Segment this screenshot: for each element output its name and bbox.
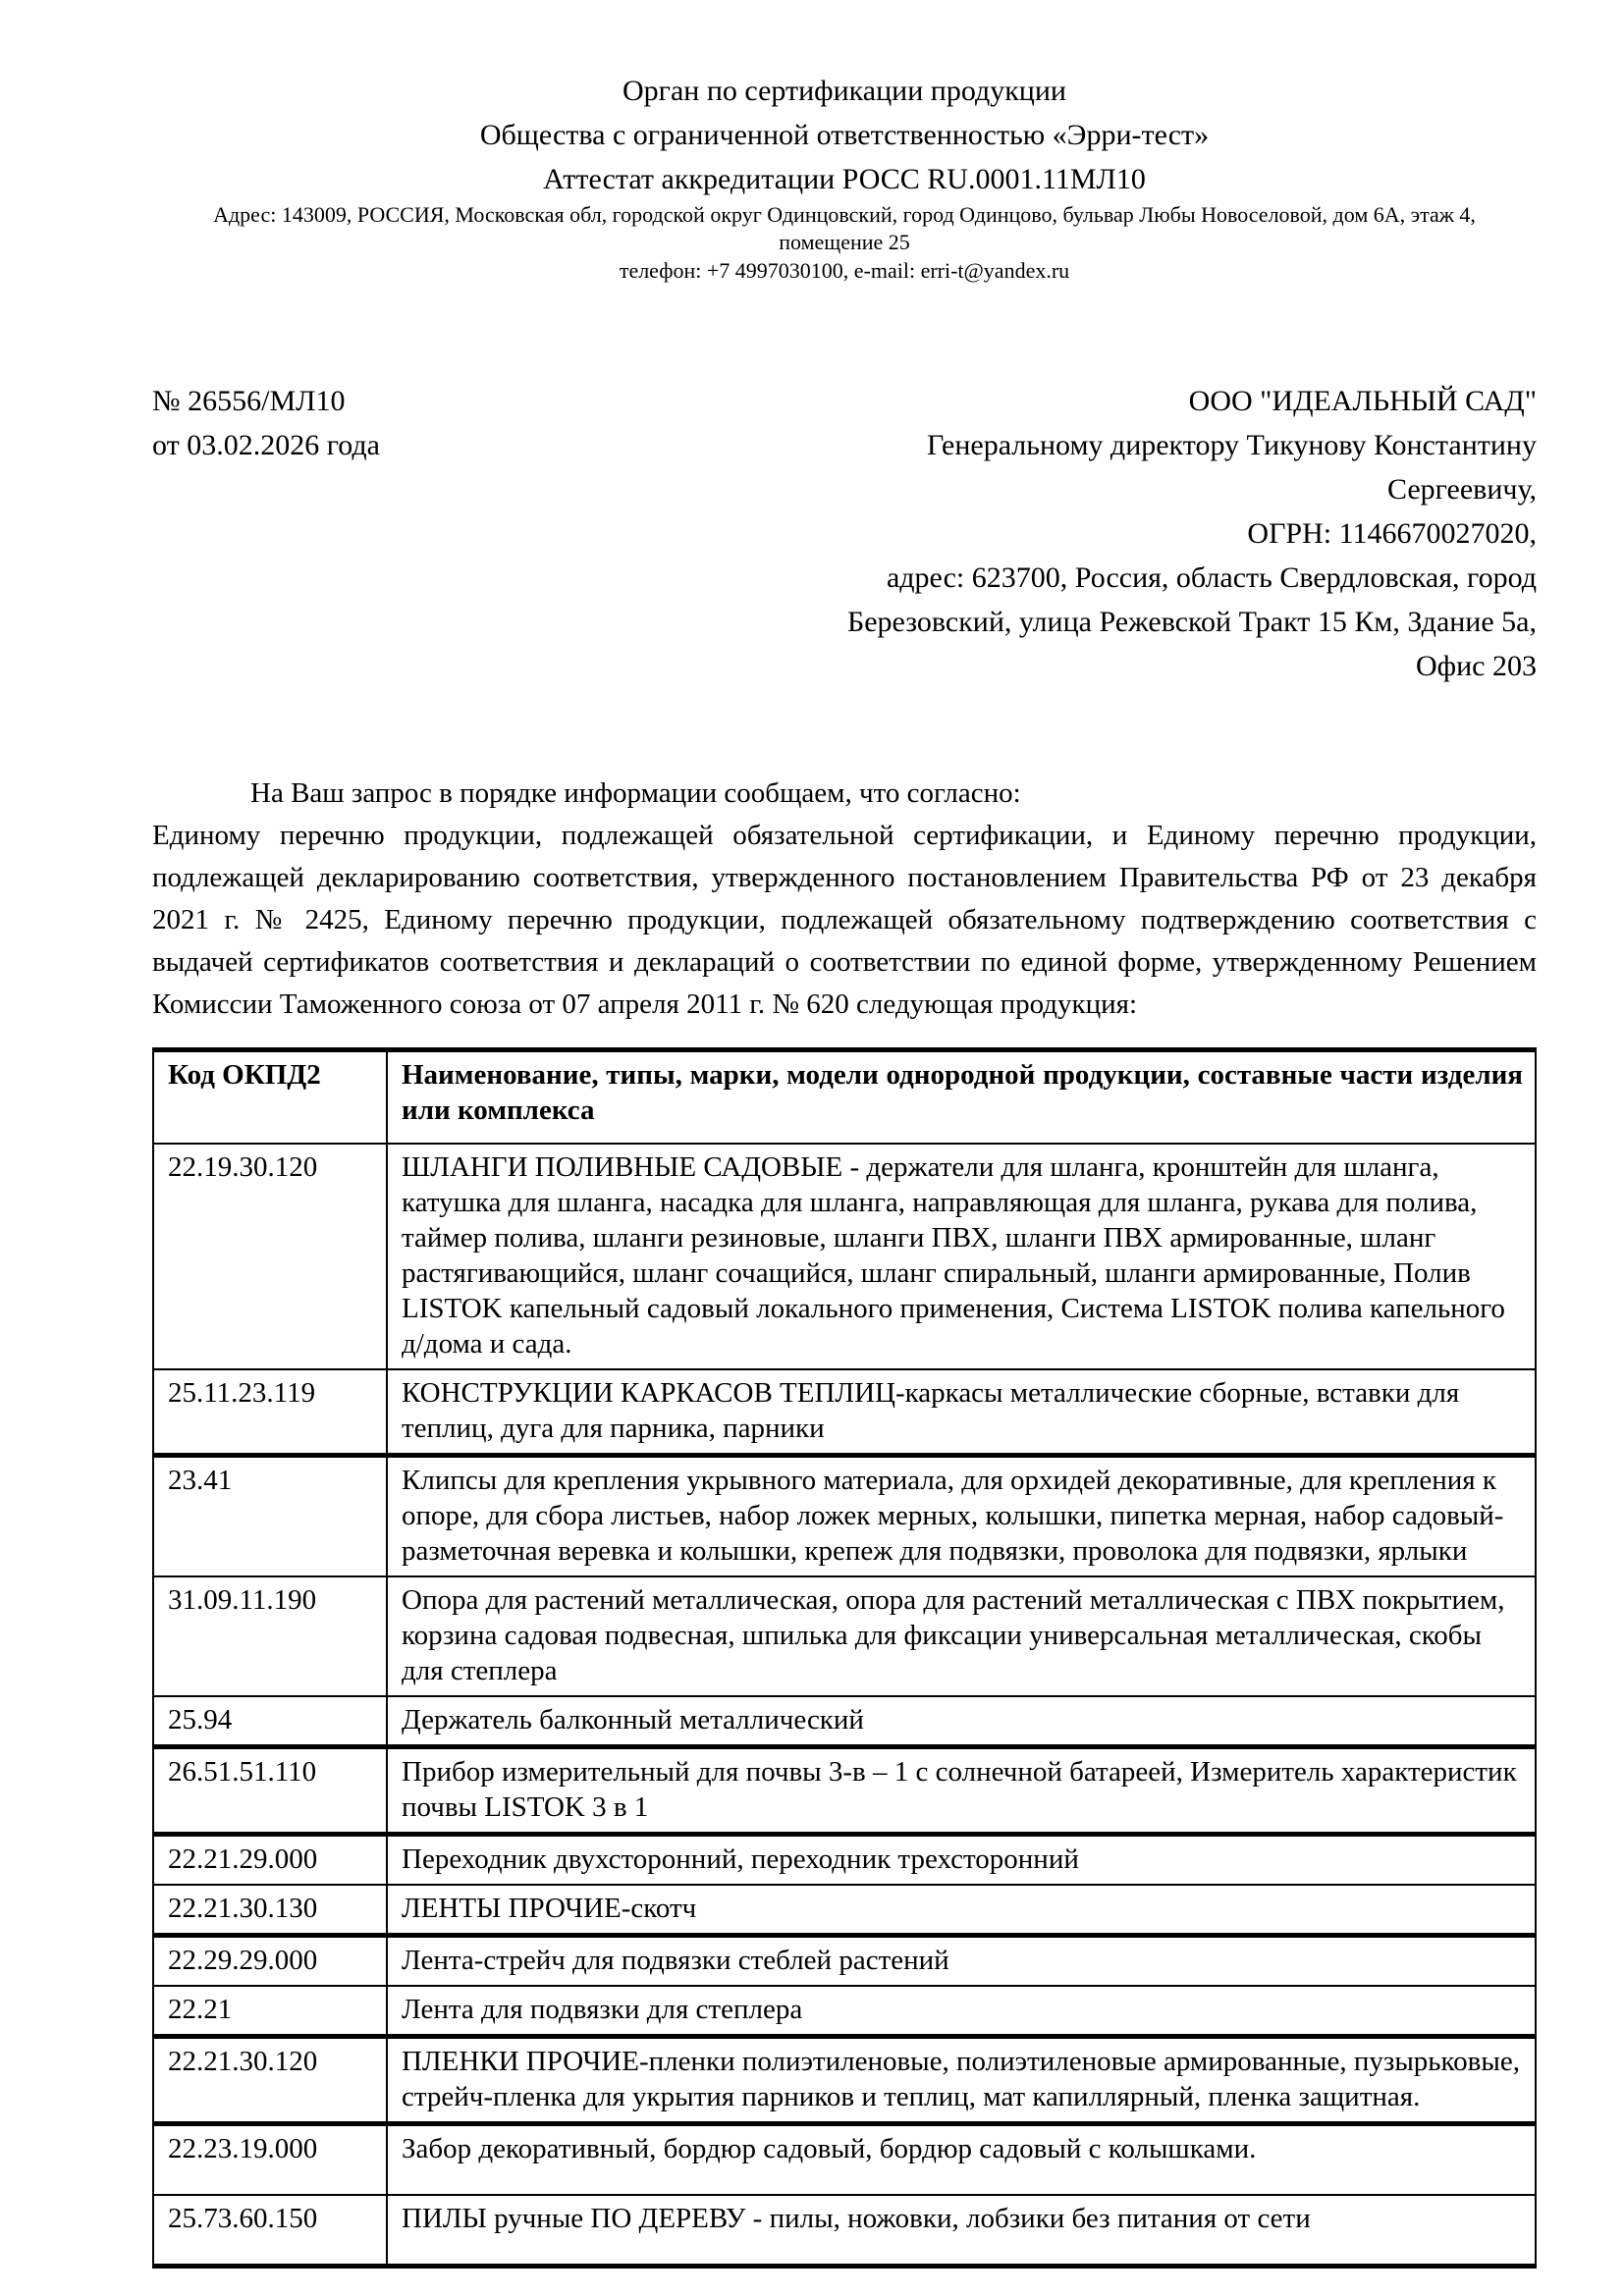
table-header-row bbox=[153, 1050, 1536, 1145]
org-title-line-2: Общества с ограниченной ответственностью «Эрри-тест» bbox=[479, 119, 1210, 151]
row-product-name: ПЛЕНКИ ПРОЧИЕ-пленки полиэтиленовые, полиэтиленовые армированные, пузырьковые, стрейч-пленка для укрытия парников и теплиц, мат капиллярный, пленка защитная. bbox=[387, 2037, 1536, 2124]
row-okpd2-code: 25.11.23.119 bbox=[153, 1369, 387, 1456]
row-product-name: Забор декоративный, бордюр садовый, бордюр садовый с колышками. bbox=[387, 2124, 1536, 2196]
table-header-code: Код ОКПД2 bbox=[153, 1050, 387, 1145]
org-address bbox=[152, 201, 1537, 256]
org-title-line-3: Аттестат аккредитации РОСС RU.0001.11МЛ10 bbox=[543, 163, 1146, 195]
row-product-name: КОНСТРУКЦИИ КАРКАСОВ ТЕПЛИЦ-каркасы металлические сборные, вставки для теплиц, дуга для парника, парники bbox=[387, 1369, 1536, 1456]
org-contacts: телефон: +7 4997030100, e-mail: erri-t@yandex.ru bbox=[619, 258, 1070, 283]
row-okpd2-code: 22.19.30.120 bbox=[153, 1144, 387, 1369]
body-paragraph: Единому перечню продукции, подлежащей обязательной сертификации, и Единому перечню продукции, подлежащей декларированию соответствия, утвержденного постановлением Правительства РФ от 23 декабря 2021 г. № 2425, Единому перечню продукции, подлежащей обязательному подтверждению соответствия с выдачей сертификатов соответствия и деклараций о соответствии по единой форме, утвержденному Решением Комиссии Таможенного союза от 07 апреля 2011 г. № 620 следующая продукция: bbox=[152, 820, 1537, 1020]
row-okpd2-code: 22.21 bbox=[153, 1986, 387, 2037]
products-table bbox=[152, 1047, 1537, 2269]
org-address-line: помещение 25 bbox=[779, 230, 910, 254]
table-row bbox=[153, 1369, 1536, 1456]
letter-info-row bbox=[152, 379, 1537, 688]
org-title-line-1: Орган по сертификации продукции bbox=[623, 75, 1066, 107]
recipient-line: Сергеевичу, bbox=[1386, 473, 1537, 506]
row-product-name: Клипсы для крепления укрывного материала, для орхидей декоративные, для крепления к опоре, для сбора листьев, набор ложек мерных, колышки, пипетка мерная, набор садовый-разметочная веревка и колышки, крепеж для подвязки, проволока для подвязки, ярлыки bbox=[387, 1456, 1536, 1577]
row-product-name: ЛЕНТЫ ПРОЧИЕ-скотч bbox=[387, 1885, 1536, 1936]
row-okpd2-code: 25.94 bbox=[153, 1696, 387, 1747]
table-row bbox=[153, 1456, 1536, 1577]
table-row bbox=[153, 1835, 1536, 1886]
table-row bbox=[153, 2124, 1536, 2196]
row-okpd2-code: 22.23.19.000 bbox=[153, 2124, 387, 2196]
table-row bbox=[153, 2037, 1536, 2124]
row-okpd2-code: 25.73.60.150 bbox=[153, 2195, 387, 2267]
recipient-block bbox=[847, 379, 1537, 688]
table-row bbox=[153, 1986, 1536, 2037]
row-okpd2-code: 26.51.51.110 bbox=[153, 1747, 387, 1835]
recipient-line: адрес: 623700, Россия, область Свердловская, город bbox=[886, 561, 1537, 594]
row-product-name: Переходник двухсторонний, переходник трехсторонний bbox=[387, 1835, 1536, 1886]
row-okpd2-code: 22.21.30.130 bbox=[153, 1885, 387, 1936]
row-okpd2-code: 22.21.30.120 bbox=[153, 2037, 387, 2124]
recipient-line: Березовский, улица Режевской Тракт 15 Км, Здание 5а, bbox=[846, 606, 1537, 638]
letterhead bbox=[152, 69, 1537, 285]
table-row bbox=[153, 2195, 1536, 2267]
row-okpd2-code: 23.41 bbox=[153, 1456, 387, 1577]
intro-paragraph: На Ваш запрос в порядке информации сообщаем, что согласно: bbox=[250, 777, 1021, 809]
products-table-head bbox=[153, 1050, 1536, 1145]
letter-number: № 26556/МЛ10 bbox=[152, 385, 346, 417]
row-product-name: ПИЛЫ ручные ПО ДЕРЕВУ - пилы, ножовки, лобзики без питания от сети bbox=[387, 2195, 1536, 2267]
recipient-line: Генеральному директору Тикунову Константину bbox=[926, 429, 1537, 461]
row-product-name: Лента для подвязки для степлера bbox=[387, 1986, 1536, 2037]
table-row bbox=[153, 1747, 1536, 1835]
letter-date: от 03.02.2026 года bbox=[152, 429, 380, 461]
table-row bbox=[153, 1885, 1536, 1936]
row-product-name: Опора для растений металлическая, опора для растений металлическая с ПВХ покрытием, корзина садовая подвесная, шпилька для фиксации универсальная металлическая, скобы для степлера bbox=[387, 1576, 1536, 1696]
table-row bbox=[153, 1144, 1536, 1369]
recipient-line: ООО "ИДЕАЛЬНЫЙ САД" bbox=[1188, 385, 1537, 417]
recipient-line: Офис 203 bbox=[1416, 650, 1537, 682]
letter-meta bbox=[152, 379, 380, 467]
row-product-name: Лента-стрейч для подвязки стеблей растений bbox=[387, 1936, 1536, 1987]
row-okpd2-code: 22.21.29.000 bbox=[153, 1835, 387, 1886]
row-product-name: Держатель балконный металлический bbox=[387, 1696, 1536, 1747]
table-row bbox=[153, 1936, 1536, 1987]
row-product-name: ШЛАНГИ ПОЛИВНЫЕ САДОВЫЕ - держатели для шланга, кронштейн для шланга, катушка для шланга, насадка для шланга, направляющая для шланга, рукава для полива, таймер полива, шланги резиновые, шланги ПВХ, шланги ПВХ армированные, шланг растягивающийся, шланг сочащийся, шланг спиральный, шланги армированные, Полив LISTOK капельный садовый локального применения, Система LISTOK полива капельного д/дома и сада. bbox=[387, 1144, 1536, 1369]
products-table-body bbox=[153, 1144, 1536, 2267]
table-row bbox=[153, 1576, 1536, 1696]
row-product-name: Прибор измерительный для почвы 3-в – 1 с солнечной батареей, Измеритель характеристик почвы LISTOK 3 в 1 bbox=[387, 1747, 1536, 1835]
table-header-name: Наименование, типы, марки, модели однородной продукции, составные части изделия или комплекса bbox=[387, 1050, 1536, 1145]
table-row bbox=[153, 1696, 1536, 1747]
row-okpd2-code: 31.09.11.190 bbox=[153, 1576, 387, 1696]
row-okpd2-code: 22.29.29.000 bbox=[153, 1936, 387, 1987]
recipient-line: ОГРН: 1146670027020, bbox=[1247, 517, 1537, 550]
org-address-line: Адрес: 143009, РОССИЯ, Московская обл, городской округ Одинцовский, город Одинцово, бульвар Любы Новоселовой, дом 6А, этаж 4, bbox=[213, 202, 1476, 227]
